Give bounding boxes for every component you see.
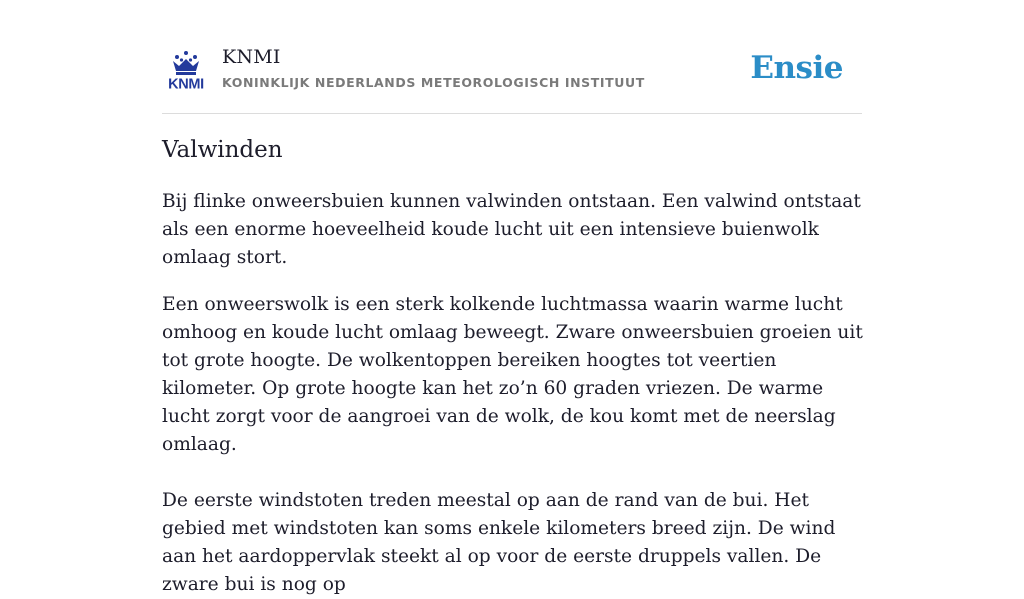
article-body — [162, 188, 866, 599]
knmi-logo[interactable] — [164, 50, 208, 90]
paragraph: Een onweerswolk is een sterk kolkende luchtmassa waarin warme lucht omhoog en koude lucht omlaag beweegt. Zware onweersbuien groeien uit tot grote hoogte. De wolkentoppen bereiken hoogtes tot veertien kilometer. Op grote hoogte kan het zo’n 60 graden vriezen. De warme lucht zorgt voor de aangroei van de wolk, de kou komt met de neerslag omlaag. De eerste windstoten treden meestal op aan de rand van de bui. Het gebied met windstoten kan soms enkele kilometers breed zijn. De wind aan het aardoppervlak steekt al op voor de eerste druppels vallen. De zware bui is nog op — [162, 294, 863, 595]
paragraph: Bij flinke onweersbuien kunnen valwinden ontstaan. Een valwind ontstaat als een enorme hoeveelheid koude lucht uit een intensieve buienwolk omlaag stort. — [162, 191, 861, 268]
crown-icon — [173, 51, 199, 75]
org-name: KNMI — [222, 46, 281, 68]
page-title: Valwinden — [162, 137, 283, 163]
site-header — [162, 44, 862, 114]
logo-wordmark: KNMI — [168, 76, 204, 90]
org-full-name: KONINKLIJK NEDERLANDS METEOROLOGISCH INSTITUUT — [222, 75, 645, 90]
ensie-brand-link[interactable]: Ensie — [750, 50, 843, 86]
